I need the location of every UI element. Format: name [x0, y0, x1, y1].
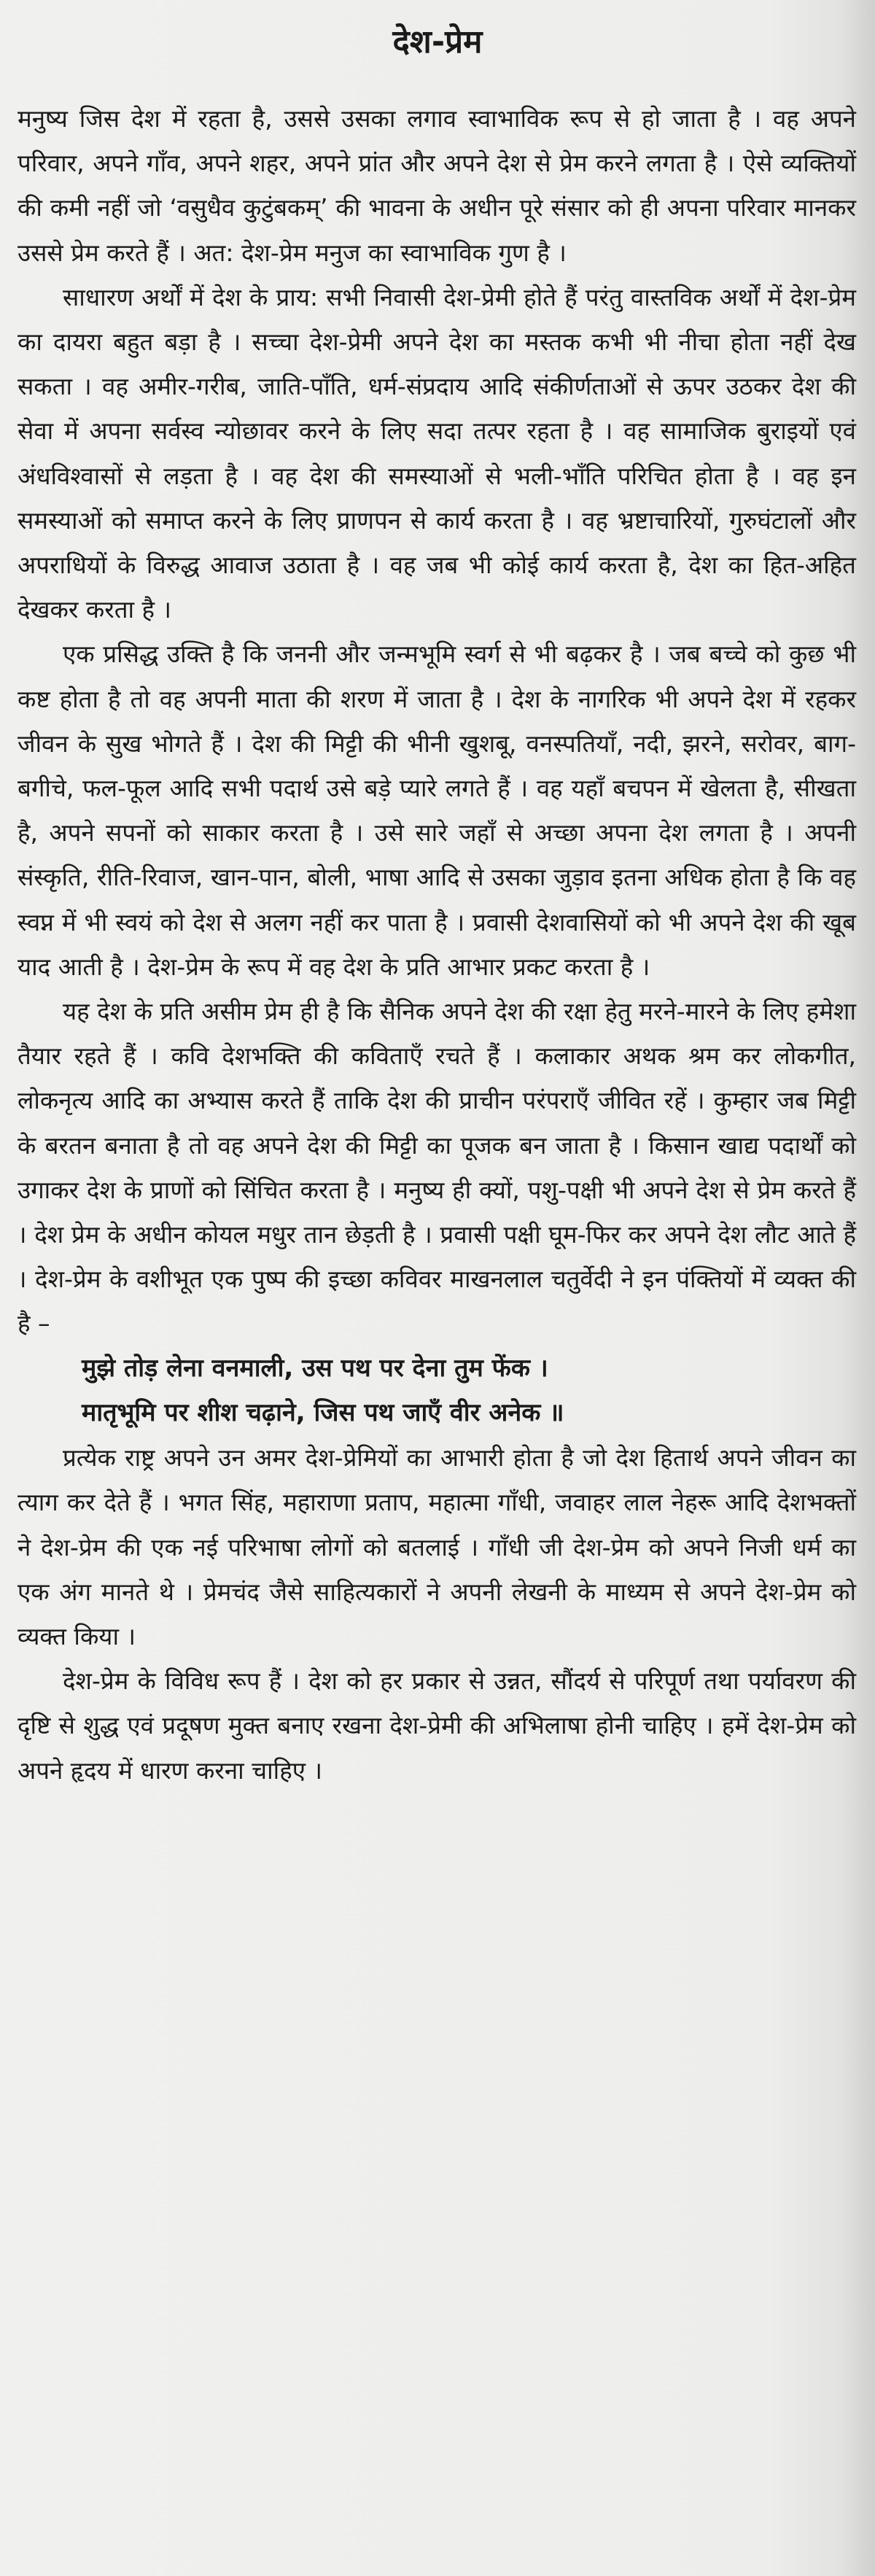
paragraph-expressions-of-love: यह देश के प्रति असीम प्रेम ही है कि सैनिक अपने देश की रक्षा हेतु मरने-मारने के लिए हमेशा तैयार रहते हैं । कवि देशभक्ति की कविताएँ रचते हैं । कलाकार अथक श्रम कर लोकगीत, लोकनृत्य आदि का अभ्यास करते हैं ताकि देश की प्राचीन परंपराएँ जीवित रहें । कुम्हार जब मिट्टी के बरतन बनाता है तो वह अपने देश की मिट्टी का पूजक बन जाता है । किसान खाद्य पदार्थों को उगाकर देश के प्राणों को सिंचित करता है । मनुष्य ही क्यों, पशु-पक्षी भी अपने देश से प्रेम करते हैं । देश प्रेम के अधीन कोयल मधुर तान छेड़ती है । प्रवासी पक्षी घूम-फिर कर अपने देश लौट आते हैं । देश-प्रेम के वशीभूत एक पुष्प की इच्छा कविवर माखनलाल चतुर्वेदी ने इन पंक्तियों में व्यक्त की है – [18, 997, 856, 1338]
verse-line-2: मातृभूमि पर शीश चढ़ाने, जिस पथ जाएँ वीर अनेक ॥ [82, 1397, 564, 1427]
verse-line-1: मुझे तोड़ लेना वनमाली, उस पथ पर देना तुम फेंक । [82, 1353, 548, 1383]
paragraph-motherland: एक प्रसिद्ध उक्ति है कि जननी और जन्मभूमि स्वर्ग से भी बढ़कर है । जब बच्चे को कुछ भी कष्ट होता है तो वह अपनी माता की शरण में जाता है । देश के नागरिक भी अपने देश में रहकर जीवन के सुख भोगते हैं । देश की मिट्टी की भीनी खुशबू, वनस्पतियाँ, नदी, झरने, सरोवर, बाग-बगीचे, फल-फूल आदि सभी पदार्थ उसे बड़े प्यारे लगते हैं । वह यहाँ बचपन में खेलता है, सीखता है, अपने सपनों को साकार करता है । उसे सारे जहाँ से अच्छा अपना देश लगता है । अपनी संस्कृति, रीति-रिवाज, खान-पान, बोली, भाषा आदि से उसका जुड़ाव इतना अधिक होता है कि वह स्वप्न में भी स्वयं को देश से अलग नहीं कर पाता है । प्रवासी देशवासियों को भी अपने देश की खूब याद आती है । देश-प्रेम के रूप में वह देश के प्रति आभार प्रकट करता है । [18, 640, 856, 981]
essay-body [18, 96, 856, 1793]
paragraph-patriots: प्रत्येक राष्ट्र अपने उन अमर देश-प्रेमियों का आभारी होता है जो देश हितार्थ अपने जीवन का त्याग कर देते हैं । भगत सिंह, महाराणा प्रताप, महात्मा गाँधी, जवाहर लाल नेहरू आदि देशभक्तों ने देश-प्रेम की एक नई परिभाषा लोगों को बतलाई । गाँधी जी देश-प्रेम को अपने निजी धर्म का एक अंग मानते थे । प्रेमचंद जैसे साहित्यकारों ने अपनी लेखनी के माध्यम से अपने देश-प्रेम को व्यक्त किया । [18, 1443, 856, 1650]
paragraph-intro: मनुष्य जिस देश में रहता है, उससे उसका लगाव स्वाभाविक रूप से हो जाता है । वह अपने परिवार, अपने गाँव, अपने शहर, अपने प्रांत और अपने देश से प्रेम करने लगता है । ऐसे व्यक्तियों की कमी नहीं जो ‘वसुधैव कुटुंबकम्’ की भावना के अधीन पूरे संसार को ही अपना परिवार मानकर उससे प्रेम करते हैं । अत: देश-प्रेम मनुज का स्वाभाविक गुण है । [18, 104, 856, 267]
essay-title: देश-प्रेम [392, 23, 483, 61]
poem-verse [18, 1346, 856, 1435]
paragraph-true-patriot: साधारण अर्थों में देश के प्राय: सभी निवासी देश-प्रेमी होते हैं परंतु वास्तविक अर्थों में देश-प्रेम का दायरा बहुत बड़ा है । सच्चा देश-प्रेमी अपने देश का मस्तक कभी भी नीचा होता नहीं देख सकता । वह अमीर-गरीब, जाति-पाँति, धर्म-संप्रदाय आदि संकीर्णताओं से ऊपर उठकर देश की सेवा में अपना सर्वस्व न्योछावर करने के लिए सदा तत्पर रहता है । वह सामाजिक बुराइयों एवं अंधविश्वासों से लड़ता है । वह देश की समस्याओं से भली-भाँति परिचित होता है । वह इन समस्याओं को समाप्त करने के लिए प्राणपन से कार्य करता है । वह भ्रष्टाचारियों, गुरुघंटालों और अपराधियों के विरुद्ध आवाज उठाता है । वह जब भी कोई कार्य करता है, देश का हित-अहित देखकर करता है । [18, 282, 856, 624]
paragraph-conclusion: देश-प्रेम के विविध रूप हैं । देश को हर प्रकार से उन्नत, सौंदर्य से परिपूर्ण तथा पर्यावरण की दृष्टि से शुद्ध एवं प्रदूषण मुक्त बनाए रखना देश-प्रेमी की अभिलाषा होनी चाहिए । हमें देश-प्रेम को अपने हृदय में धारण करना चाहिए । [18, 1667, 856, 1785]
